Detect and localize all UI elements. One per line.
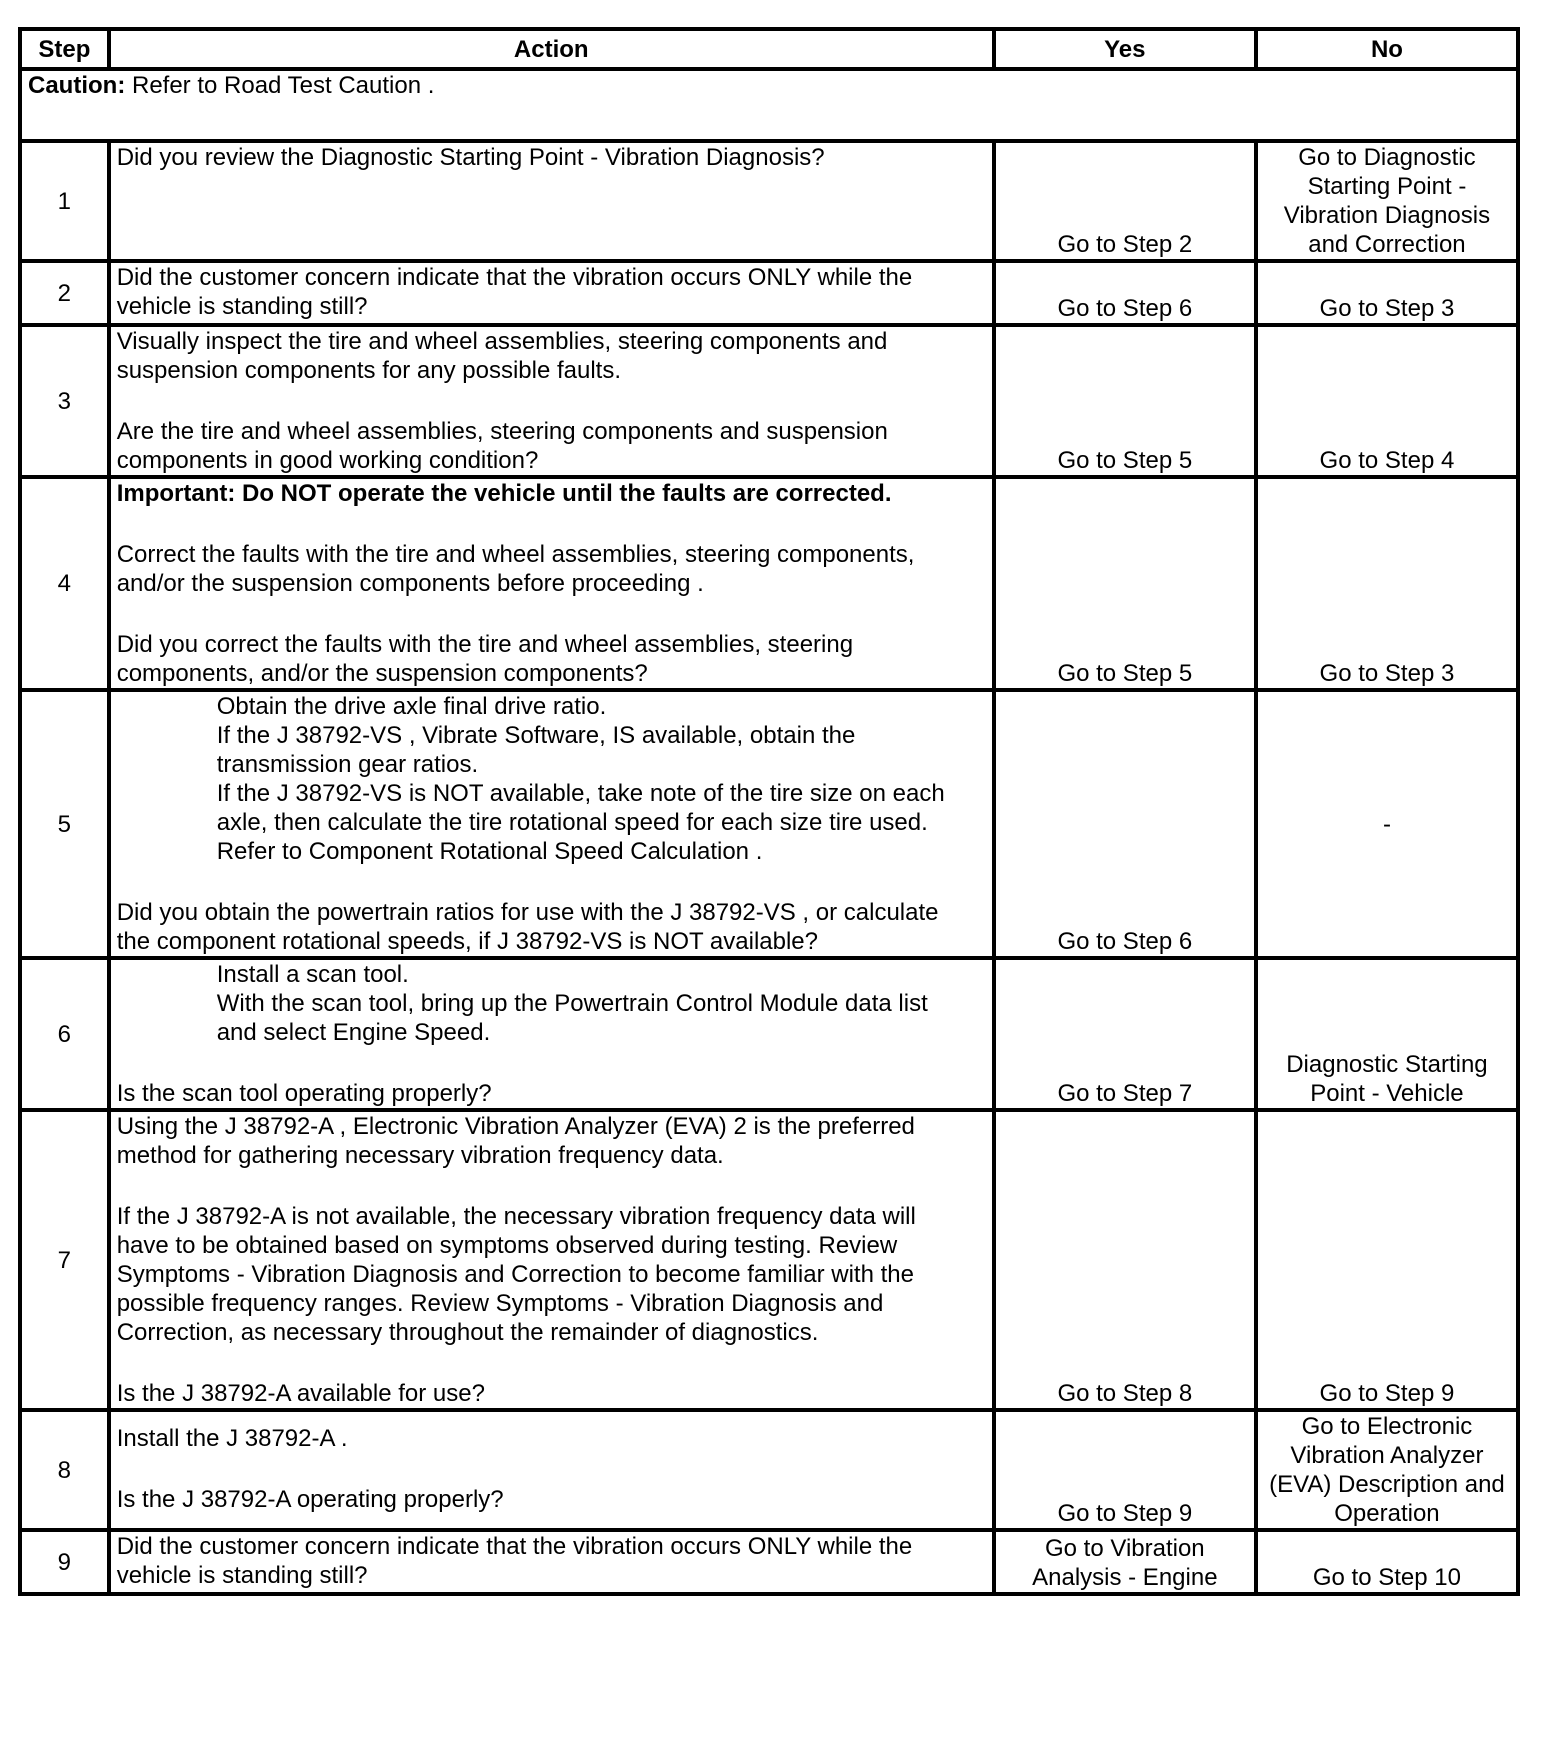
action-question: components in good working condition? (116, 447, 539, 474)
action-text: have to be obtained based on symptoms observed during testing. Review (116, 1232, 898, 1259)
action-text: transmission gear ratios. (216, 751, 479, 778)
action-text: Visually inspect the tire and wheel assemblies, steering components and (116, 328, 888, 355)
action-text: suspension components for any possible faults. (116, 357, 621, 384)
caution-cell (20, 69, 1518, 141)
yes-cell (994, 1530, 1256, 1594)
yes-text: Analysis - Engine (1032, 1564, 1218, 1591)
action-text: Install the J 38792-A . (116, 1425, 348, 1452)
step-number: 6 (20, 958, 109, 1110)
no-text: Go to Electronic (1301, 1413, 1473, 1440)
action-question: Did you obtain the powertrain ratios for use with the J 38792-VS , or calculate (116, 899, 939, 926)
table-row (20, 325, 1518, 477)
table-row (20, 1110, 1518, 1410)
action-question: Is the J 38792-A operating properly? (116, 1486, 504, 1513)
action-cell (109, 1530, 994, 1594)
action-text: Correct the faults with the tire and wheel assemblies, steering components, (116, 541, 915, 568)
header-yes: Yes (994, 29, 1256, 69)
action-text: Did you review the Diagnostic Starting Point - Vibration Diagnosis? (116, 144, 825, 171)
caution-row (20, 69, 1518, 141)
diagnostic-table (18, 27, 1520, 1596)
no-text: Vibration Analyzer (1290, 1442, 1484, 1469)
header-step: Step (20, 29, 109, 69)
yes-cell: Go to Step 5 (994, 325, 1256, 477)
step-number: 8 (20, 1410, 109, 1530)
action-cell (109, 261, 994, 325)
action-question: components, and/or the suspension components? (116, 660, 648, 687)
step-number: 9 (20, 1530, 109, 1594)
action-text: If the J 38792-A is not available, the necessary vibration frequency data will (116, 1203, 916, 1230)
no-cell: Go to Step 10 (1256, 1530, 1518, 1594)
step-number: 7 (20, 1110, 109, 1410)
action-text: and/or the suspension components before proceeding . (116, 570, 704, 597)
yes-cell: Go to Step 6 (994, 690, 1256, 958)
step-number: 2 (20, 261, 109, 325)
no-text: Operation (1334, 1500, 1440, 1527)
yes-cell: Go to Step 9 (994, 1410, 1256, 1530)
indented-steps (117, 692, 986, 866)
no-text: Vibration Diagnosis (1283, 202, 1491, 229)
no-text: Diagnostic Starting (1286, 1051, 1488, 1078)
action-text: Did the customer concern indicate that the vibration occurs ONLY while the (116, 264, 913, 291)
action-question: Is the J 38792-A available for use? (116, 1380, 485, 1407)
action-text: and select Engine Speed. (216, 1019, 491, 1046)
action-cell (109, 690, 994, 958)
action-text: method for gathering necessary vibration frequency data. (116, 1142, 724, 1169)
step-number: 3 (20, 325, 109, 477)
action-question: Did you correct the faults with the tire and wheel assemblies, steering (116, 631, 854, 658)
caution-label: Caution: (28, 72, 126, 99)
table-header-row (20, 29, 1518, 69)
action-text: Install a scan tool. (216, 961, 409, 988)
action-cell (109, 325, 994, 477)
header-action: Action (109, 29, 994, 69)
step-number: 1 (20, 141, 109, 261)
indented-steps (117, 960, 986, 1047)
table-row (20, 261, 1518, 325)
step-number: 5 (20, 690, 109, 958)
action-text: possible frequency ranges. Review Symptoms - Vibration Diagnosis and (116, 1290, 884, 1317)
no-text: Starting Point - (1307, 173, 1467, 200)
yes-cell: Go to Step 8 (994, 1110, 1256, 1410)
action-cell (109, 1110, 994, 1410)
no-text: Point - Vehicle (1310, 1080, 1464, 1107)
action-text: vehicle is standing still? (116, 293, 368, 320)
table-row (20, 958, 1518, 1110)
no-cell: - (1256, 690, 1518, 958)
action-text: Refer to Component Rotational Speed Calculation . (216, 838, 763, 865)
action-cell (109, 141, 994, 261)
yes-cell: Go to Step 2 (994, 141, 1256, 261)
action-question: Are the tire and wheel assemblies, steering components and suspension (116, 418, 888, 445)
no-cell (1256, 1410, 1518, 1530)
yes-text: Go to Vibration (1045, 1535, 1205, 1562)
action-cell (109, 477, 994, 690)
action-text: Symptoms - Vibration Diagnosis and Correction to become familiar with the (116, 1261, 914, 1288)
yes-cell: Go to Step 6 (994, 261, 1256, 325)
no-cell: Go to Step 9 (1256, 1110, 1518, 1410)
no-cell: Go to Step 4 (1256, 325, 1518, 477)
table-row (20, 141, 1518, 261)
yes-cell: Go to Step 7 (994, 958, 1256, 1110)
action-text: If the J 38792-VS , Vibrate Software, IS available, obtain the (216, 722, 856, 749)
no-text: and Correction (1308, 231, 1466, 258)
no-cell: Go to Step 3 (1256, 261, 1518, 325)
table-row (20, 690, 1518, 958)
no-text: (EVA) Description and (1269, 1471, 1505, 1498)
action-question: Is the scan tool operating properly? (116, 1080, 492, 1107)
table-row (20, 1410, 1518, 1530)
action-question: the component rotational speeds, if J 38792-VS is NOT available? (116, 928, 818, 955)
action-cell (109, 1410, 994, 1530)
action-text: If the J 38792-VS is NOT available, take note of the tire size on each (216, 780, 945, 807)
no-text: Go to Diagnostic (1298, 144, 1476, 171)
step-number: 4 (20, 477, 109, 690)
header-no: No (1256, 29, 1518, 69)
action-cell (109, 958, 994, 1110)
yes-cell: Go to Step 5 (994, 477, 1256, 690)
action-text: Correction, as necessary throughout the remainder of diagnostics. (116, 1319, 819, 1346)
action-text: axle, then calculate the tire rotational speed for each size tire used. (216, 809, 928, 836)
no-cell (1256, 141, 1518, 261)
action-text: Did the customer concern indicate that the vibration occurs ONLY while the (116, 1533, 913, 1560)
table-row (20, 1530, 1518, 1594)
no-cell: Go to Step 3 (1256, 477, 1518, 690)
action-text: Using the J 38792-A , Electronic Vibration Analyzer (EVA) 2 is the preferred (116, 1113, 915, 1140)
table-row (20, 477, 1518, 690)
caution-text: Refer to Road Test Caution . (125, 72, 435, 99)
important-note: Important: Do NOT operate the vehicle until the faults are corrected. (116, 480, 892, 507)
action-text: Obtain the drive axle final drive ratio. (216, 693, 607, 720)
action-text: vehicle is standing still? (116, 1562, 368, 1589)
action-text: With the scan tool, bring up the Powertrain Control Module data list (216, 990, 928, 1017)
no-cell (1256, 958, 1518, 1110)
